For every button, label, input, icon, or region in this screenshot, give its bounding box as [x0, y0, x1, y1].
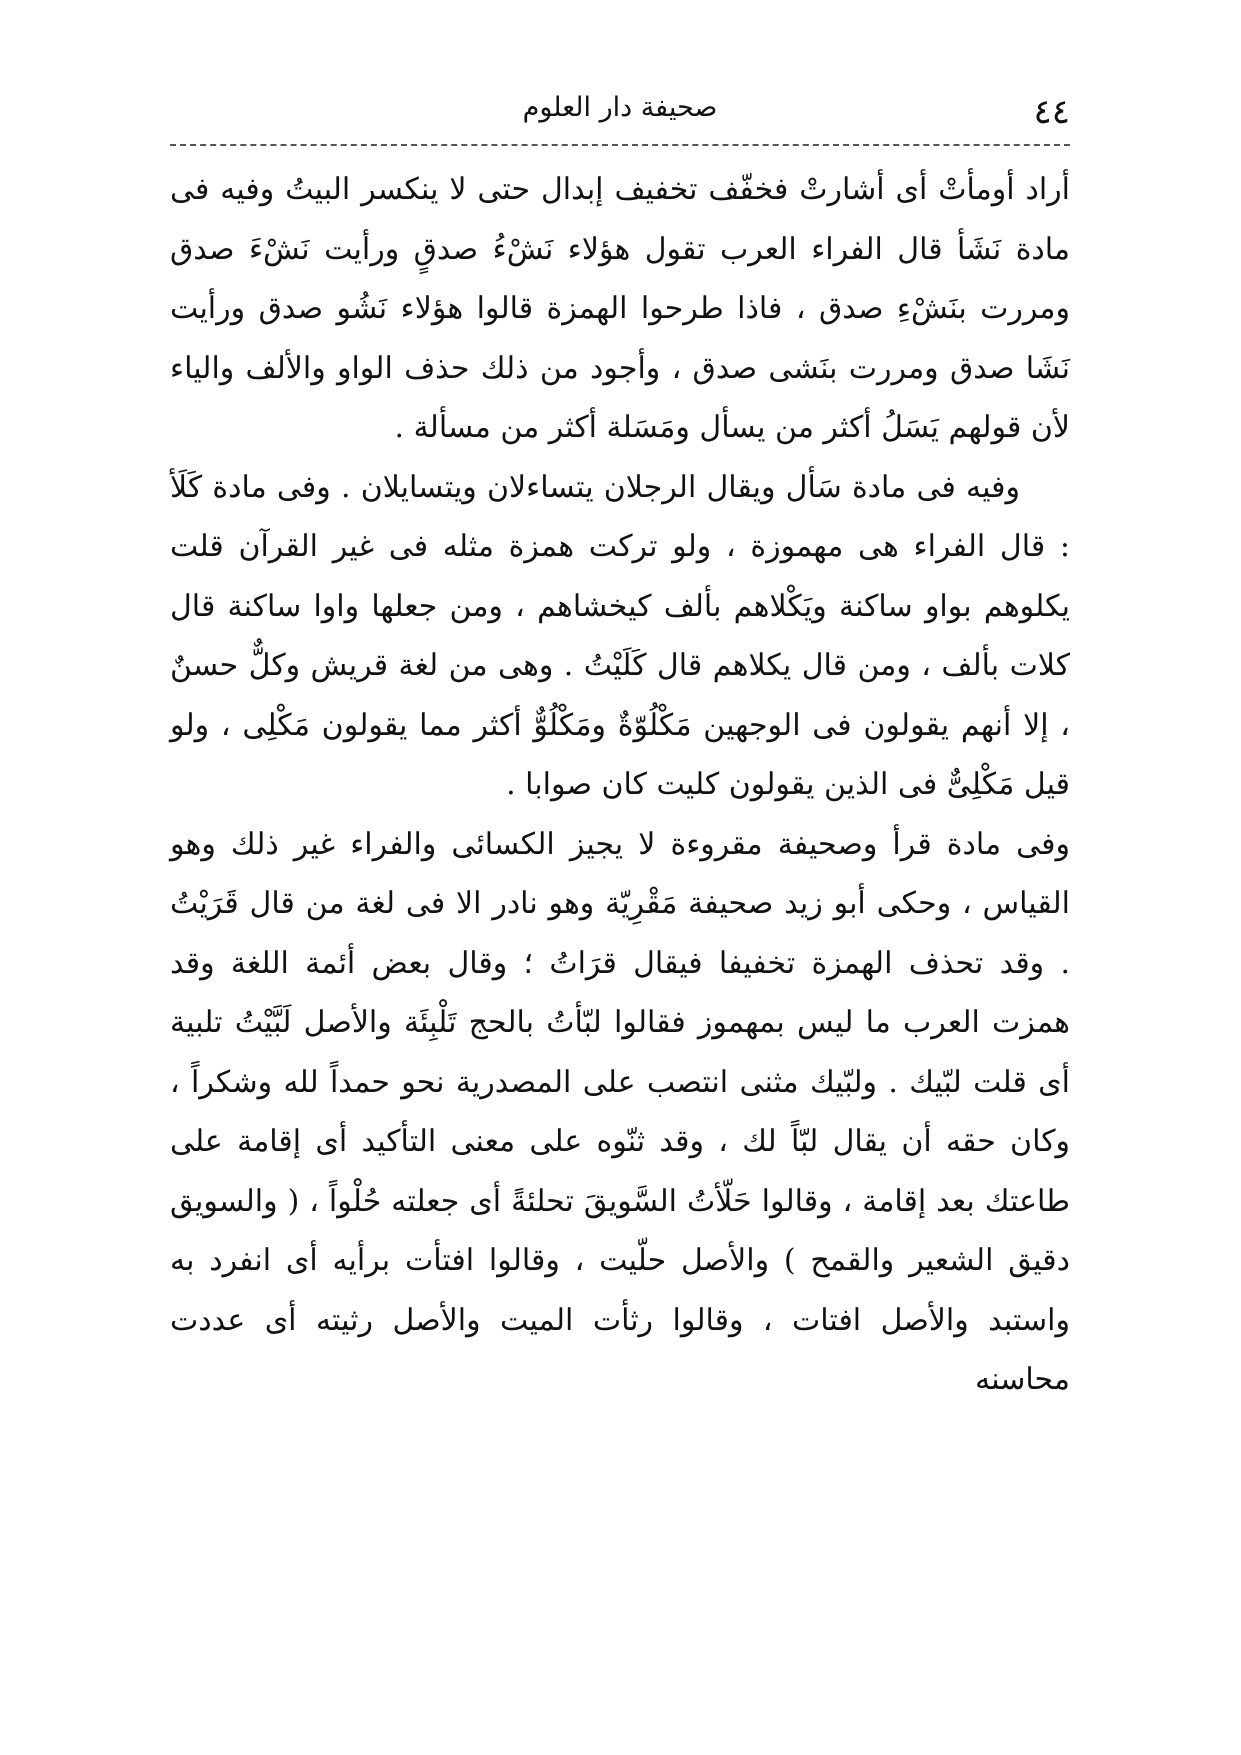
paragraph: وفى مادة قرأ وصحيفة مقروءة لا يجيز الكسائى والفراء غير ذلك وهو القياس ، وحكى أبو زيد صحيفة مَقْرِيّة وهو نادر الا فى لغة من قال قَرَيْتُ . وقد تحذف الهمزة تخفيفا فيقال قرَاتُ ؛ وقال بعض أئمة اللغة وقد همزت العرب ما ليس بمهموز فقالوا لبّأتُ بالحج تَلْبِئَة والأصل لَبَّيْتُ تلبية أى قلت لبّيك . ولبّيك مثنى انتصب على المصدرية نحو حمداً لله وشكراً ، وكان حقه أن يقال لبّاً لك ، وقد ثنّوه على معنى التأكيد أى إقامة على طاعتك بعد إقامة ، وقالوا حَلّأتُ السَّويقَ تحلئةً أى جعلته حُلْواً ، ( والسويق دقيق الشعير والقمح ) والأصل حلّيت ، وقالوا افتأت برأيه أى انفرد به واستبد والأصل افتات ، وقالوا رثأت الميت والأصل رثيته أى عددت محاسنه: [170, 826, 1070, 1397]
page-number: ٤٤: [1033, 92, 1070, 132]
header-divider: [170, 144, 1070, 146]
paragraph: أراد أومأتْ أى أشارتْ فخفّف تخفيف إبدال حتى لا ينكسر البيتُ وفيه فى مادة نَشَأ قال الفراء العرب تقول هؤلاء نَشْءُ صدقٍ ورأيت نَشْءَ صدق ومررت بنَشْءِ صدق ، فاذا طرحوا الهمزة قالوا هؤلاء نَشُو صدق ورأيت نَشَا صدق ومررت بنَشى صدق ، وأجود من ذلك حذف الواو والألف والياء لأن قولهم يَسَلُ أكثر من يسأل ومَسَلة أكثر من مسألة .: [170, 172, 1070, 445]
body-text: [170, 160, 1070, 1410]
paragraph: وفيه فى مادة سَأل ويقال الرجلان يتساءلان ويتسايلان . وفى مادة كَلَأ : قال الفراء هى مهموزة ، ولو تركت همزة مثله فى غير القرآن قلت يكلوهم بواو ساكنة ويَكْلاهم بألف كيخشاهم ، ومن جعلها واوا ساكنة قال كلات بألف ، ومن قال يكلاهم قال كَلَيْتُ . وهى من لغة قريش وكلٌّ حسنٌ ، إلا أنهم يقولون فى الوجهين مَكْلُوّةٌ ومَكْلُوٌّ أكثر مما يقولون مَكْلِى ، ولو قيل مَكْلِىٌّ فى الذين يقولون كليت كان صوابا .: [170, 469, 1070, 802]
page-header: [170, 92, 1070, 140]
running-title: صحيفة دار العلوم: [522, 92, 718, 123]
